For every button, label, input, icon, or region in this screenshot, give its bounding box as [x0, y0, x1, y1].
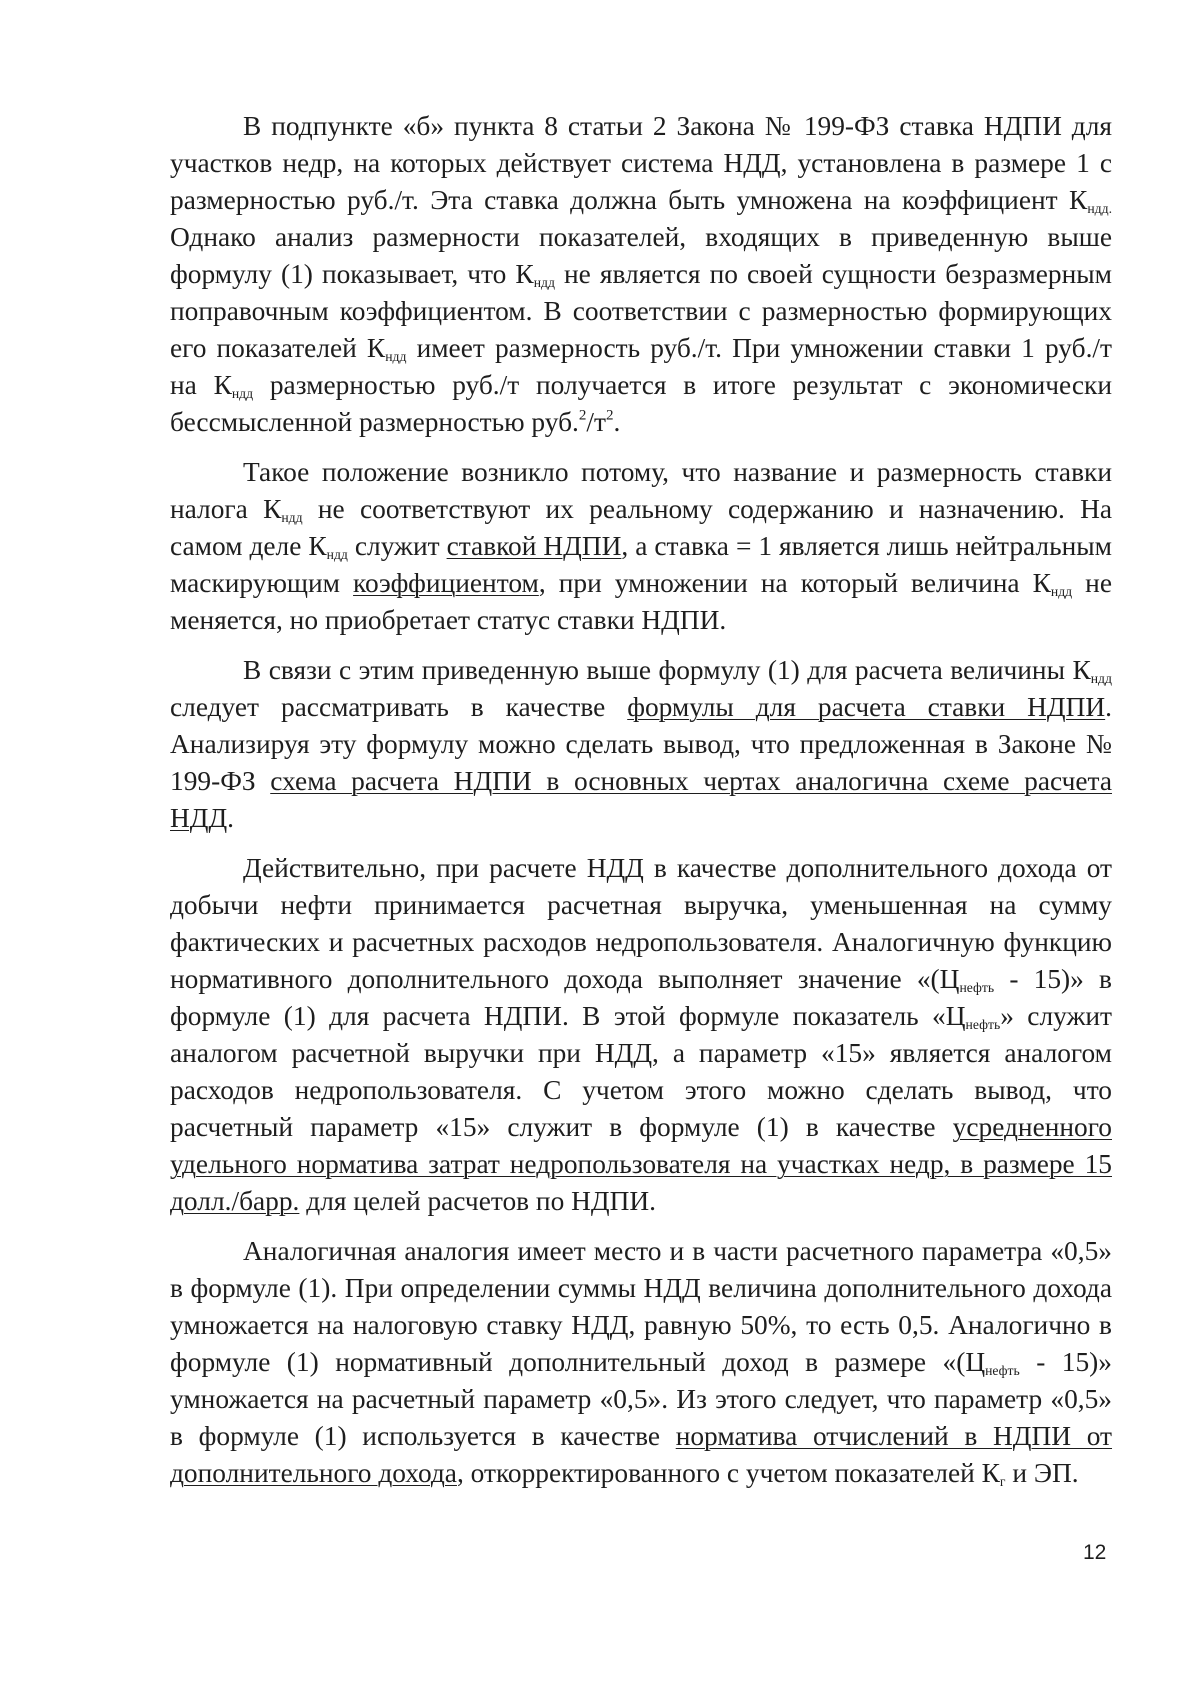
subscript: ндд [533, 275, 555, 291]
subscript: нефть [985, 1363, 1020, 1379]
subscript: ндд [326, 547, 348, 563]
underlined-phrase: ставкой НДПИ [446, 531, 622, 561]
text: . Анализируя эту формулу можно сделать вывод, что предложенная в Законе № 199-ФЗ [170, 692, 1112, 796]
text: не соответствуют их реальному содержанию и назначению. На самом деле К [170, 494, 1113, 561]
paragraph-5 [170, 1233, 1112, 1492]
underlined-phrase: усредненного удельного норматива затрат недропользователя на участках недр, в размере 15 долл./барр. [170, 1112, 1112, 1216]
subscript: ндд [1090, 671, 1112, 687]
text: Однако анализ размерности показателей, входящих в приведенную выше формулу (1) показывает, что К [170, 222, 1112, 289]
text: В связи с этим приведенную выше формулу (1) для расчета величины К [243, 655, 1091, 685]
subscript: ндд [281, 510, 303, 526]
paragraph-1 [170, 108, 1112, 441]
text: Такое положение возникло потому, что название и размерность ставки налога К [170, 457, 1112, 524]
subscript: г [999, 1474, 1006, 1490]
text: Действительно, при расчете НДД в качестве дополнительного дохода от добычи нефти принимается расчетная выручка, уменьшенная на сумму фактических и расчетных расходов недропользователя. Аналогичную функцию нормативного дополнительного дохода выполняет значение «(Ц [170, 853, 1112, 994]
paragraph-3 [170, 652, 1112, 837]
text: не является по своей сущности безразмерным поправочным коэффициентом. В соответствии с размерностью формирующих его показателей К [170, 259, 1112, 363]
text: » служит аналогом расчетной выручки при НДД, а параметр «15» является аналогом расходов недропользователя. С учетом этого можно сделать вывод, что расчетный параметр «15» служит в формуле (1) в качестве [170, 1001, 1112, 1142]
text: , а ставка = 1 является лишь нейтральным маскирующим [170, 531, 1112, 598]
text: - 15)» умножается на расчетный параметр «0,5». Из этого следует, что параметр «0,5» в формуле (1) используется в качестве [170, 1347, 1112, 1451]
text: следует рассматривать в качестве [170, 692, 628, 722]
text: , откорректированного с учетом показателей К [456, 1458, 1000, 1488]
underlined-phrase: формулы для расчета ставки НДПИ [627, 692, 1106, 722]
document-page [170, 108, 1112, 1505]
text: и ЭП. [1005, 1458, 1079, 1488]
paragraph-4 [170, 850, 1112, 1220]
page-number: 12 [1083, 1541, 1107, 1564]
text: В подпункте «б» пункта 8 статьи 2 Закона № 199-ФЗ ставка НДПИ для участков недр, на которых действует система НДД, установлена в размере 1 с размерностью руб./т. Эта ставка должна быть умножена на коэффициент К [170, 111, 1112, 215]
text: не меняется, но приобретает статус ставки НДПИ. [170, 568, 1112, 635]
text: - 15)» в формуле (1) для расчета НДПИ. В этой формуле показатель «Ц [170, 964, 1112, 1031]
subscript: ндд [1050, 584, 1073, 600]
text: служит [347, 531, 447, 561]
text: /т [586, 407, 606, 437]
superscript: 2 [605, 407, 614, 424]
text: , при умножении на который величина К [538, 568, 1051, 598]
superscript: 2 [578, 407, 587, 424]
underlined-phrase: схема расчета НДПИ в основных чертах аналогична схеме расчета НДД [170, 766, 1112, 833]
subscript: ндд. [1087, 201, 1112, 217]
paragraph-2 [170, 454, 1112, 639]
subscript: ндд [385, 349, 407, 365]
text: для целей расчетов по НДПИ. [299, 1186, 657, 1216]
subscript: нефть [965, 1017, 1001, 1033]
text: имеет размерность руб./т. При умножении ставки 1 руб./т на К [170, 333, 1112, 400]
text: размерностью руб./т получается в итоге результат с экономически бессмысленной размерностью руб. [170, 370, 1112, 437]
subscript: нефть [959, 980, 995, 996]
underlined-phrase: норматива отчислений в НДПИ от дополнительного дохода [170, 1421, 1113, 1488]
subscript: ндд [231, 386, 254, 402]
text: . [227, 803, 235, 833]
text: . [613, 407, 621, 437]
text: Аналогичная аналогия имеет место и в части расчетного параметра «0,5» в формуле (1). При определении суммы НДД величина дополнительного дохода умножается на налоговую ставку НДД, равную 50%, то есть 0,5. Аналогично в формуле (1) нормативный дополнительный доход в размере «(Ц [170, 1236, 1112, 1377]
underlined-phrase: коэффициентом [353, 568, 539, 598]
